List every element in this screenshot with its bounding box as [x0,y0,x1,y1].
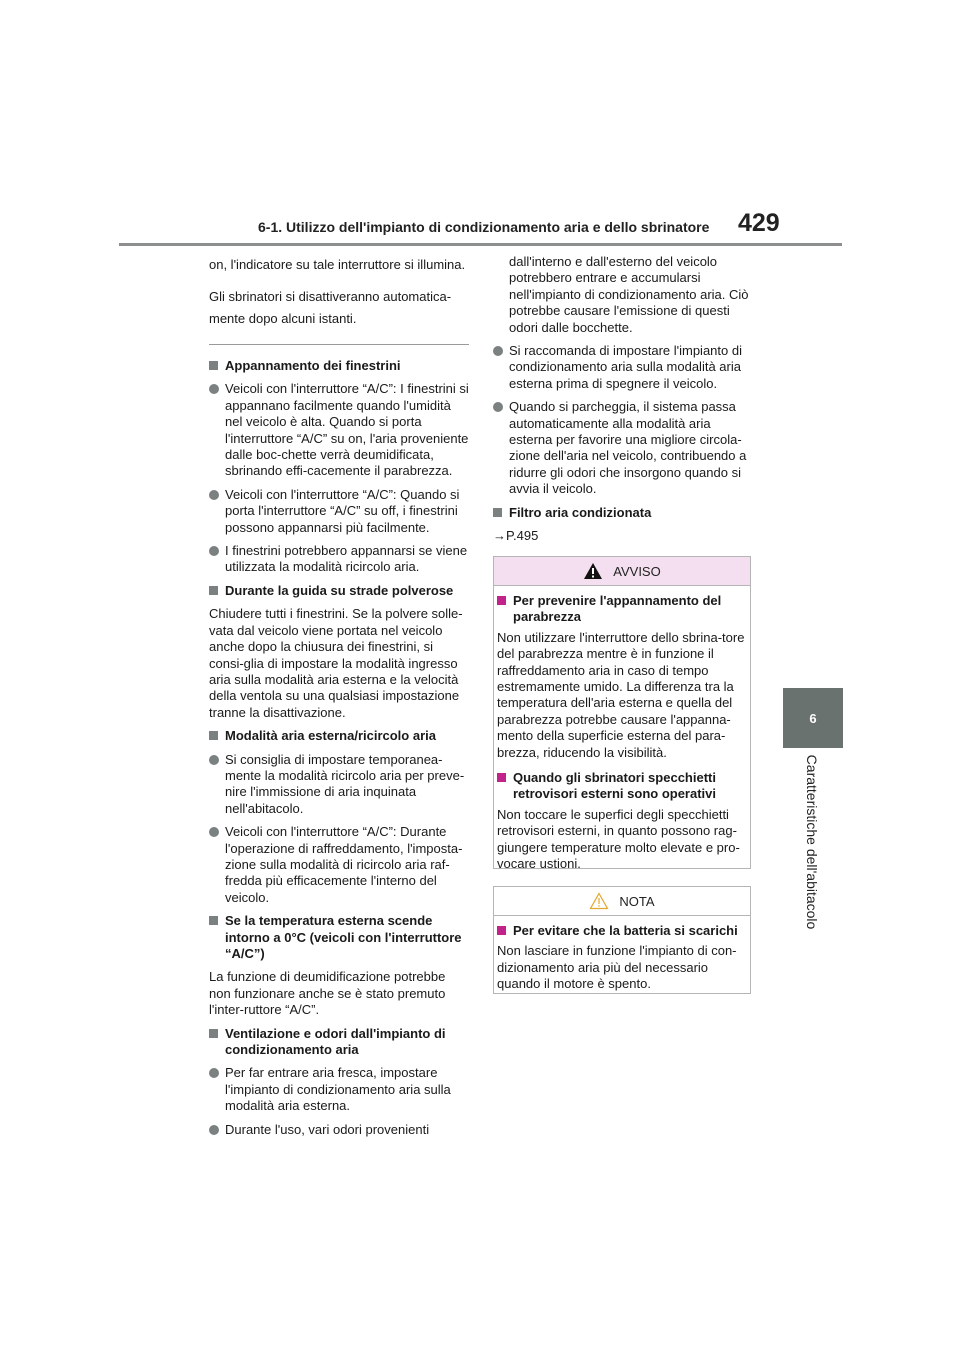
paragraph: mente dopo alcuni istanti. [209,311,357,326]
chapter-label: Caratteristiche dell'abitacolo [804,754,820,930]
warning-triangle-icon [583,562,603,580]
paragraph: on, l'indicatore su tale interruttore si illumina. [209,257,466,272]
paragraph: Gli sbrinatori si disattiveranno automatica- [209,289,452,304]
right-column [493,254,751,545]
paragraph: Chiudere tutti i finestrini. Se la polvere solle-vata dal veicolo viene portata nel veicolo anche dopo la chiusura dei finestrini, si consi-glia di impostare la modalità ingresso aria sulla modalità aria esterna e la velocità della ventola su una qualsiasi impostazione tranne la disattivazione. [209,606,463,720]
list-item: Quando si parcheggia, il sistema passa automaticamente alla modalità aria esterna per favorire una migliore circola-zione dell'aria nel veicolo, contribuendo a ridurre gli odori che insorgono quando si avvia il veicolo. [493,399,751,497]
square-bullet-icon [497,596,506,605]
square-bullet-icon [493,508,502,517]
circle-bullet-icon [209,546,219,556]
caution-triangle-icon [589,892,609,910]
square-bullet-icon [497,773,506,782]
circle-bullet-icon [209,1125,219,1135]
warning-heading: Quando gli sbrinatori specchietti retrovisori esterni sono operativi [497,770,747,803]
square-bullet-icon [209,361,218,370]
list-item: Veicoli con l'interruttore “A/C”: Durante l'operazione di raffreddamento, l'imposta-zione sulla modalità di ricircolo aria raf-fredda più efficacemente l'interno del veicolo. [209,824,469,906]
section-heading: Durante la guida su strade polverose [209,583,469,599]
note-heading: Per evitare che la batteria si scarichi [497,923,747,939]
circle-bullet-icon [493,346,503,356]
warning-text: Non utilizzare l'interruttore dello sbrina-tore del parabrezza mentre è in funzione il raffreddamento aria in caso di tempo estremamente umido. La differenza tra la temperatura dell'aria esterna e quella del parabrezza potrebbe causare l'appanna-mento della superficie esterna del para-brezza, riducendo la visibilità. [497,629,745,760]
header-divider [119,243,842,246]
page-reference-link[interactable]: →P.495 [493,528,539,544]
warning-label: AVVISO [613,563,661,579]
circle-bullet-icon [209,827,219,837]
section-title: 6-1. Utilizzo dell'impianto di condizionamento aria e dello sbrinatore [258,219,710,235]
divider [209,344,469,345]
square-bullet-icon [497,926,506,935]
circle-bullet-icon [209,1068,219,1078]
intro-text [209,254,469,330]
list-item: Veicoli con l'interruttore “A/C”: I finestrini si appannano facilmente quando l'umidità nel veicolo è alta. Quando si porta l'interruttore “A/C” su on, l'aria proveniente dalle boc-chette verrà deumidificata, sbrinando effi-cacemente il parabrezza. [209,381,469,479]
section-heading: Modalità aria esterna/ricircolo aria [209,728,469,744]
square-bullet-icon [209,916,218,925]
note-header [494,887,750,916]
circle-bullet-icon [493,402,503,412]
warning-text: Non toccare le superfici degli specchietti retrovisori esterni, in quanto possono rag-giungere temperature molto elevate e pro-vocare ustioni. [497,806,740,872]
list-item: I finestrini potrebbero appannarsi se viene utilizzata la modalità ricircolo aria. [209,543,469,576]
paragraph: La funzione di deumidificazione potrebbe non funzionare anche se è stato premuto l'inter-ruttore “A/C”. [209,969,446,1018]
note-box [493,886,751,994]
warning-heading: Per prevenire l'appannamento del parabrezza [497,593,747,626]
section-heading: Filtro aria condizionata [493,505,751,521]
section-heading: Appannamento dei finestrini [209,358,469,374]
list-item: Si raccomanda di impostare l'impianto di condizionamento aria sulla modalità aria esterna prima di spegnere il veicolo. [493,343,751,392]
square-bullet-icon [209,731,218,740]
square-bullet-icon [209,1029,218,1038]
section-heading: Ventilazione e odori dall'impianto di condizionamento aria [209,1026,469,1059]
list-item: Per far entrare aria fresca, impostare l'impianto di condizionamento aria sulla modalità aria esterna. [209,1065,469,1114]
list-item: Veicoli con l'interruttore “A/C”: Quando si porta l'interruttore “A/C” su off, i finestrini possono appannarsi più facilmente. [209,487,469,536]
circle-bullet-icon [209,755,219,765]
left-column [209,254,469,1145]
note-label: NOTA [619,893,655,909]
list-item: Durante l'uso, vari odori provenienti [209,1122,469,1138]
warning-header [494,557,750,586]
page-number: 429 [738,209,780,237]
list-item: Si consiglia di impostare temporanea-mente la modalità ricircolo aria per preve-nire l'immissione di aria inquinata nell'abitacolo. [209,752,469,818]
circle-bullet-icon [209,490,219,500]
chapter-tab[interactable]: 6 [783,688,843,748]
warning-box [493,556,751,872]
continued-paragraph: dall'interno e dall'esterno del veicolo potrebbero entrare e accumularsi nell'impianto di condizionamento aria. Ciò potrebbe causare l'emissione di questi odori dalle bocchette. [509,254,749,335]
note-text: Non lasciare in funzione l'impianto di con-dizionamento aria più del necessario quando il motore è spento. [497,943,737,992]
section-heading: Se la temperatura esterna scende intorno a 0°C (veicoli con l'interruttore “A/C”) [209,913,469,962]
circle-bullet-icon [209,384,219,394]
square-bullet-icon [209,586,218,595]
